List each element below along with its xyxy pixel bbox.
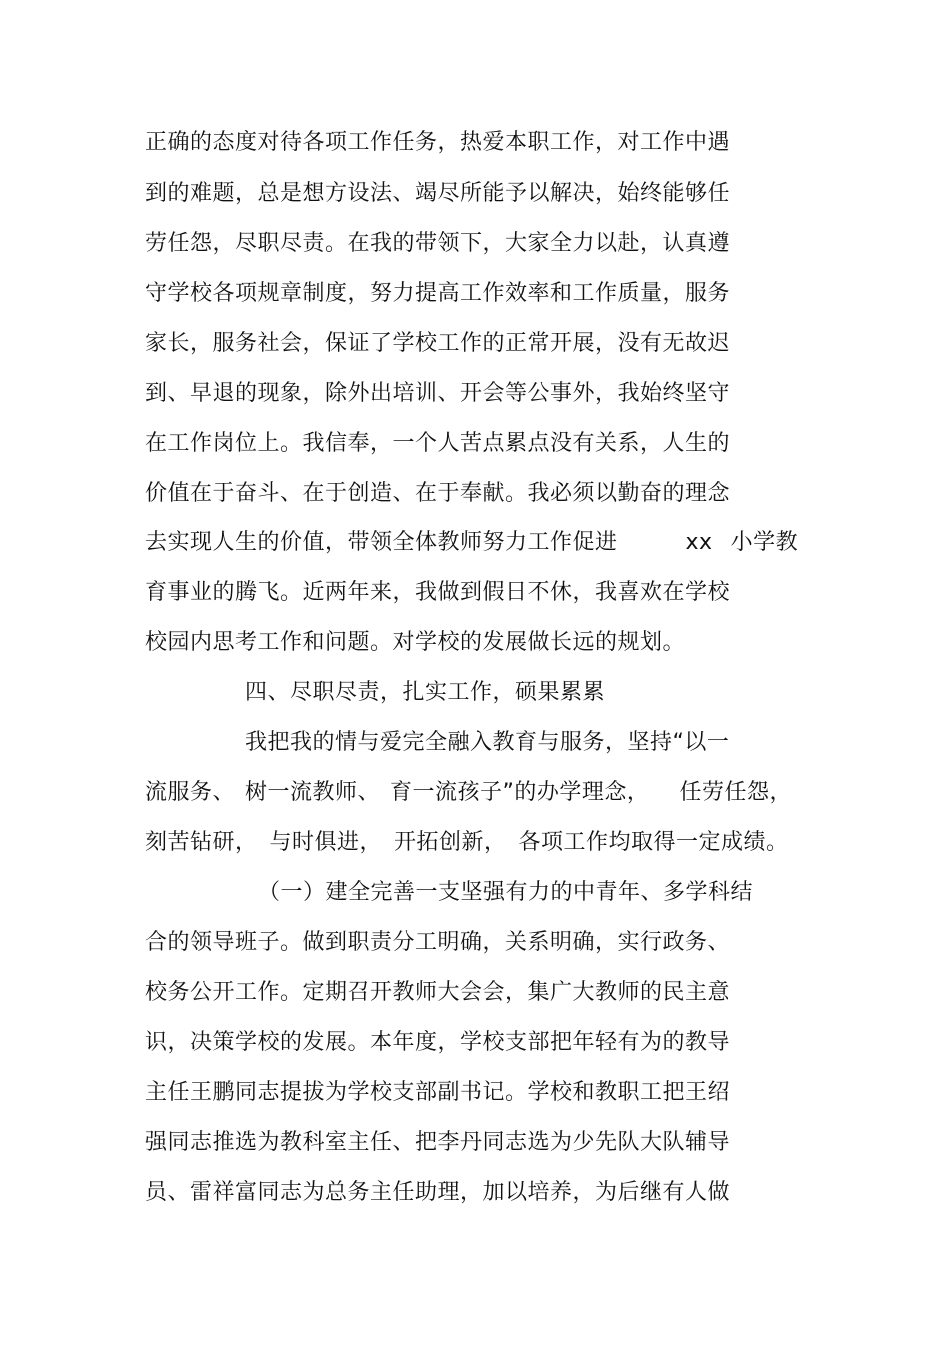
body-line: 到、早退的现象，除外出培训、开会等公事外，我始终坚守 (145, 381, 731, 406)
line-segment: 任劳任怨， (679, 780, 792, 805)
subsection-heading: （一）建全完善一支坚强有力的中青年、多学科结 (258, 880, 754, 905)
body-line: 在工作岗位上。我信奉，一个人苦点累点没有关系，人生的 (145, 431, 731, 456)
body-line-spaced (145, 778, 792, 808)
body-line-spaced (145, 828, 789, 858)
body-line-with-placeholder (145, 528, 798, 558)
line-segment: 与时俱进， (269, 830, 383, 855)
line-segment: 刻苦钻研， (145, 830, 258, 855)
section-heading: 四、尽职尽责，扎实工作，硕果累累 (245, 680, 606, 705)
body-line: 家长，服务社会，保证了学校工作的正常开展，没有无故迟 (145, 331, 731, 356)
body-line: 主任王鹏同志提拔为学校支部副书记。学校和教职工把王绍 (145, 1080, 731, 1105)
line-segment: 树一流教师、 (245, 780, 381, 805)
body-line: 校务公开工作。定期召开教师大会会，集广大教师的民主意 (145, 980, 731, 1005)
body-line: 强同志推选为教科室主任、把李丹同志选为少先队大队辅导 (145, 1130, 731, 1155)
placeholder-text: xx (685, 530, 713, 555)
body-line: 校园内思考工作和问题。对学校的发展做长远的规划。 (145, 630, 686, 655)
body-line: 合的领导班子。做到职责分工明确，关系明确，实行政务、 (145, 930, 731, 955)
body-line: 价值在于奋斗、在于创造、在于奉献。我必须以勤奋的理念 (145, 481, 731, 506)
line-segment: 育一流孩子”的办学理念， (390, 780, 650, 805)
line-segment: 流服务、 (145, 780, 236, 805)
body-line: 劳任怨，尽职尽责。在我的带领下，大家全力以赴，认真遵 (145, 231, 731, 256)
body-line: 到的难题，总是想方设法、竭尽所能予以解决，始终能够任 (145, 181, 731, 206)
line-segment: 去实现人生的价值，带领全体教师努力工作促进 (145, 530, 618, 555)
body-line: 识，决策学校的发展。本年度，学校支部把年轻有为的教导 (145, 1030, 731, 1055)
body-line: 正确的态度对待各项工作任务，热爱本职工作，对工作中遇 (145, 130, 731, 155)
body-line: 守学校各项规章制度，努力提高工作效率和工作质量，服务 (145, 281, 731, 306)
line-segment: 开拓创新， (394, 830, 507, 855)
line-segment: 小学教 (730, 530, 799, 555)
body-line: 我把我的情与爱完全融入教育与服务，坚持“以一 (245, 730, 730, 755)
body-line: 育事业的腾飞。近两年来，我做到假日不休，我喜欢在学校 (145, 580, 731, 605)
body-line: 员、雷祥富同志为总务主任助理，加以培养，为后继有人做 (145, 1180, 731, 1205)
line-segment: 各项工作均取得一定成绩。 (518, 830, 789, 855)
